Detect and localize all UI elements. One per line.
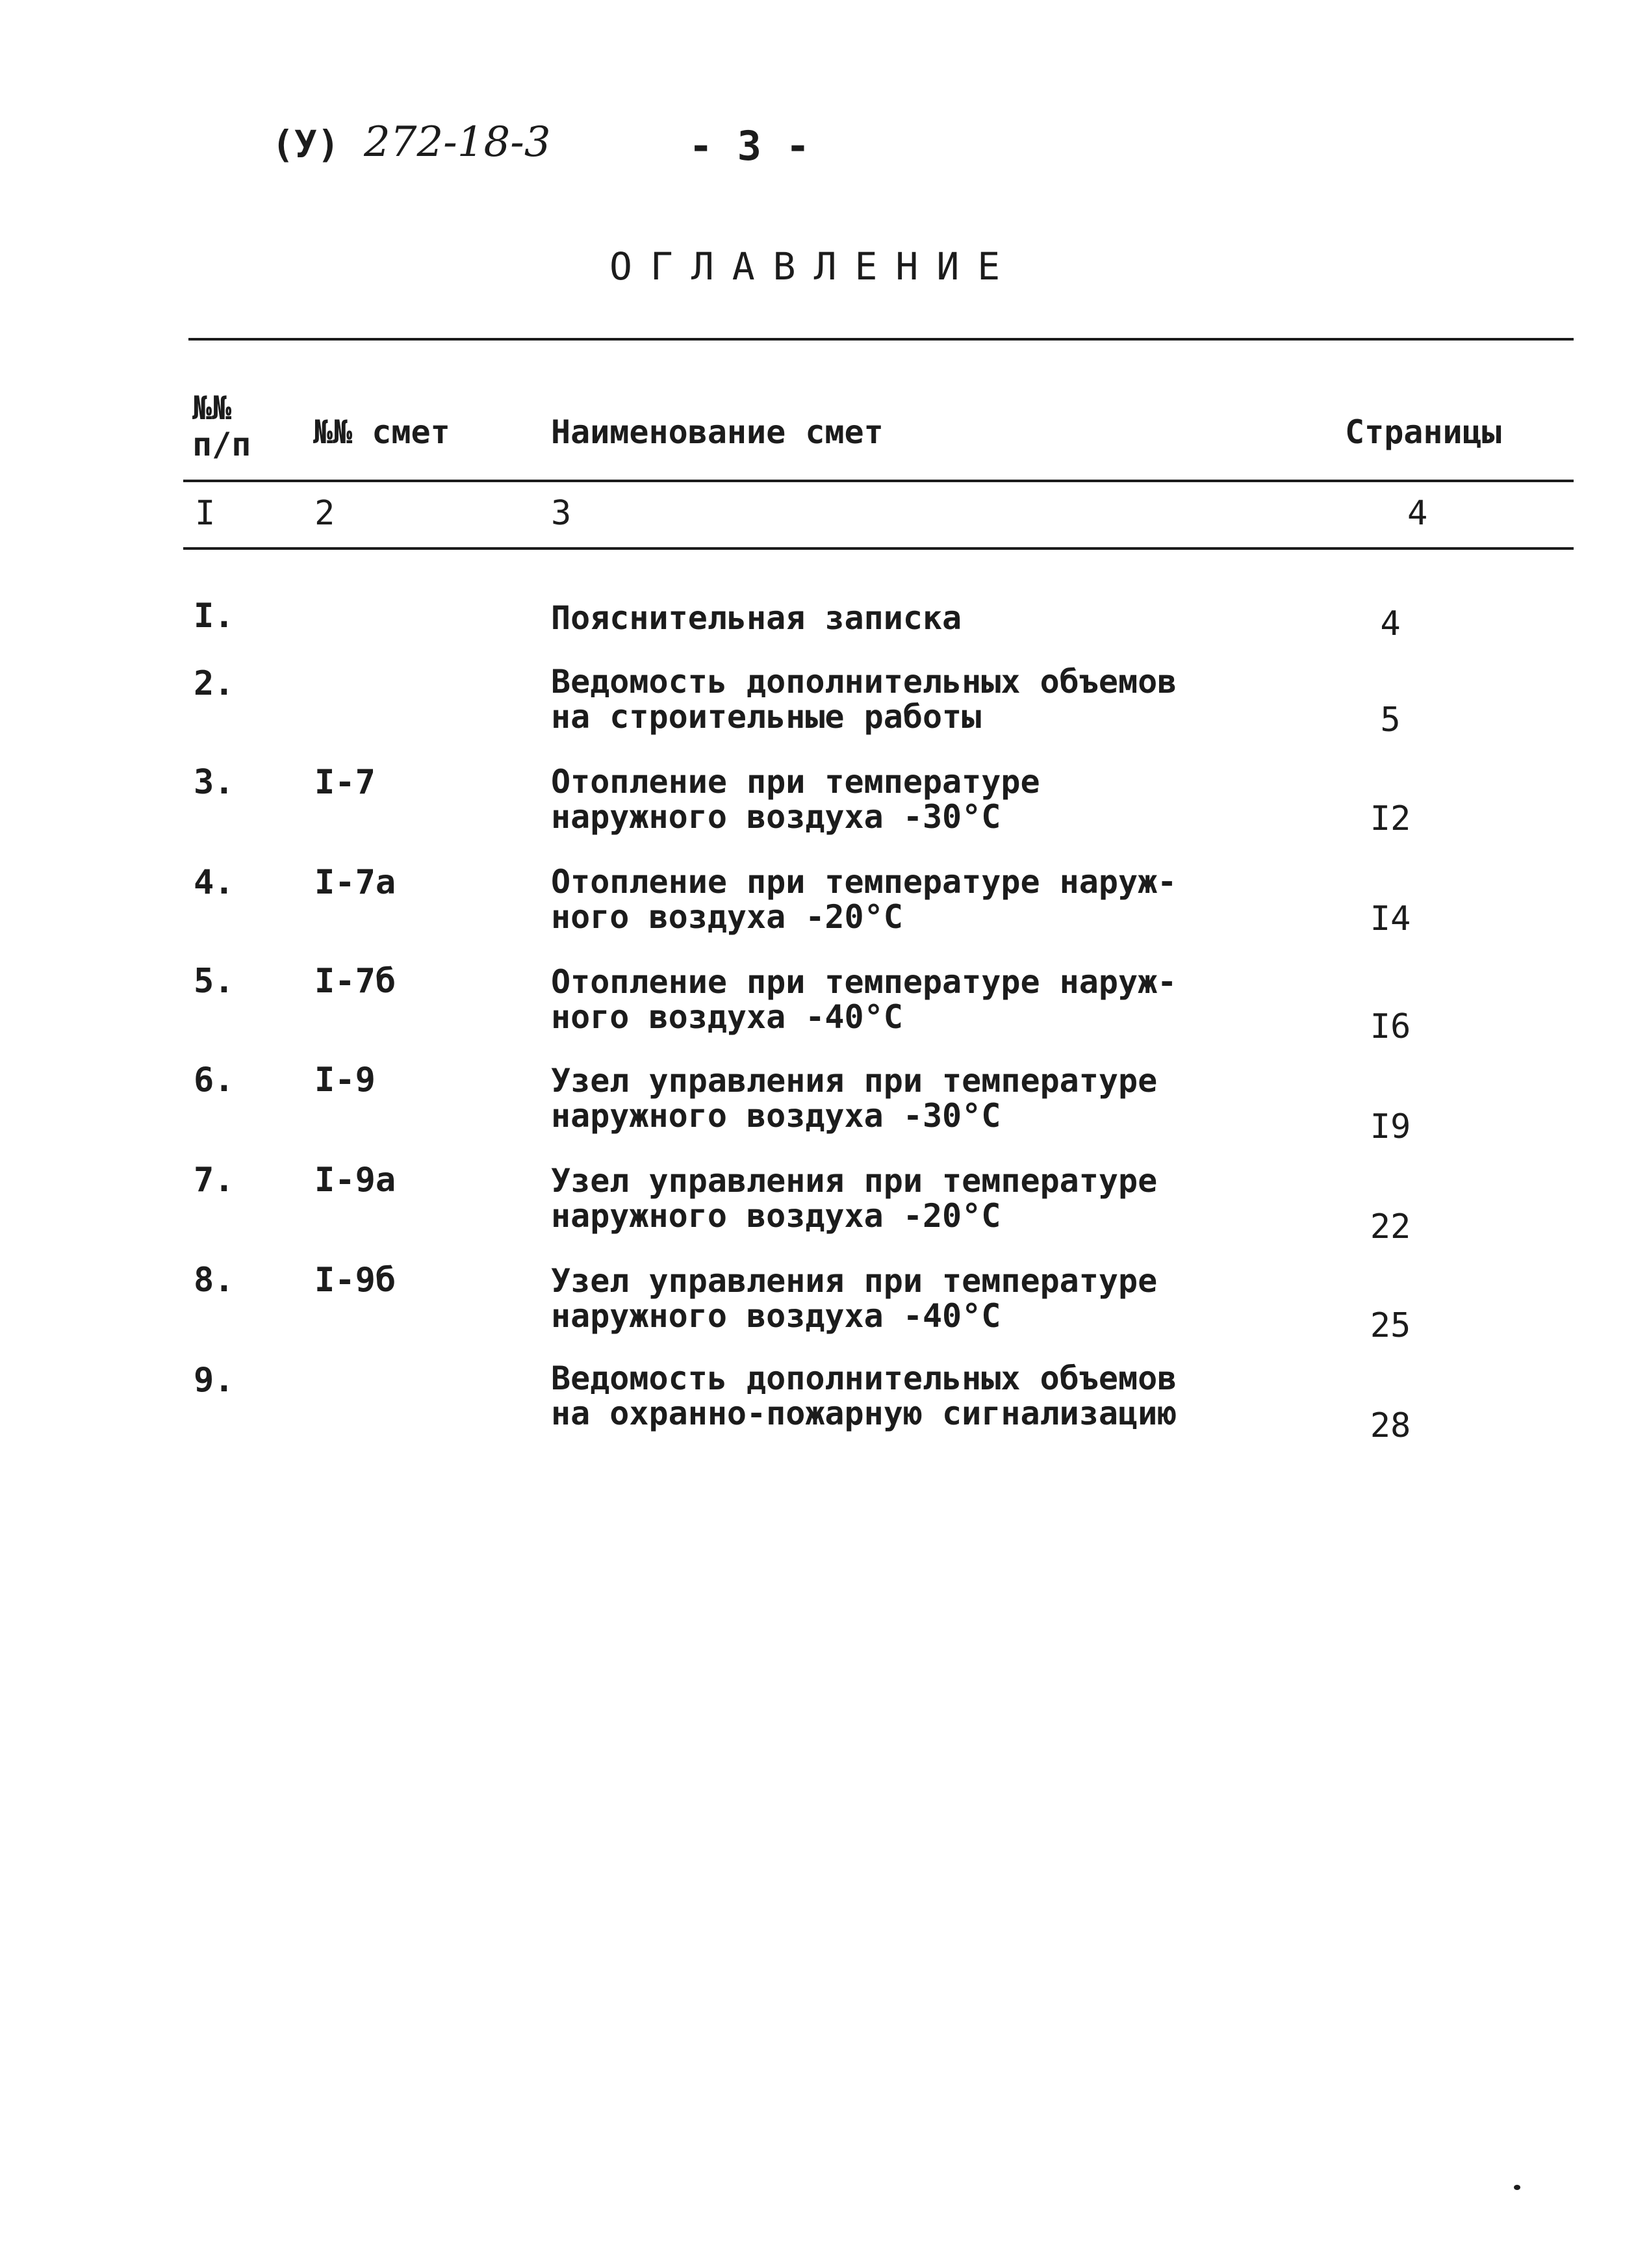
row-number: 6. (194, 1061, 235, 1100)
column-header-code: №№ смет (313, 413, 450, 451)
row-code: I-9а (314, 1161, 396, 1200)
scan-speck (1514, 2185, 1520, 2190)
document-code-prefix: (У) (272, 122, 340, 166)
column-number-4: 4 (1407, 494, 1428, 533)
row-name (551, 1163, 1157, 1233)
row-page: 25 (1370, 1306, 1411, 1345)
row-name (551, 600, 962, 636)
row-name (551, 1263, 1157, 1334)
column-number-1: I (195, 494, 216, 533)
column-header-name: Наименование смет (551, 413, 884, 451)
row-code: I-9б (314, 1261, 396, 1300)
row-name (551, 664, 1177, 734)
row-name-line: наружного воздуха -30°C (551, 1097, 1001, 1135)
row-page: I6 (1370, 1007, 1411, 1046)
row-name-line: на строительные работы (551, 698, 982, 736)
row-name (551, 1063, 1157, 1133)
row-name-line: Пояснительная записка (551, 599, 962, 637)
row-name (551, 864, 1177, 934)
row-number: 5. (194, 962, 235, 1001)
row-code: I-7а (314, 863, 396, 902)
row-name-line: Ведомость дополнительных объемов (551, 663, 1177, 701)
row-number: 3. (194, 763, 235, 802)
row-name-line: Отопление при температуре наруж- (551, 863, 1177, 901)
column-header-number-line1: №№ (192, 389, 232, 427)
row-name (551, 764, 1040, 834)
row-page: I9 (1370, 1107, 1411, 1146)
column-header-number-line2: п/п (192, 426, 251, 463)
row-number: I. (194, 597, 235, 636)
top-rule (188, 338, 1574, 341)
row-name-line: Отопление при температуре наруж- (551, 963, 1177, 1001)
row-number: 2. (194, 664, 235, 703)
row-name-line: Узел управления при температуре (551, 1162, 1158, 1200)
row-number: 9. (194, 1361, 235, 1400)
row-code: I-9 (314, 1061, 376, 1100)
row-name-line: наружного воздуха -20°C (551, 1197, 1001, 1235)
column-number-2: 2 (314, 494, 335, 533)
column-header-pages: Страницы (1345, 413, 1502, 451)
row-name-line: Отопление при температуре (551, 763, 1040, 801)
row-page: 28 (1370, 1406, 1411, 1445)
column-number-3: 3 (551, 494, 572, 533)
header-rule (183, 480, 1574, 482)
row-name (551, 1361, 1177, 1431)
row-name-line: ного воздуха -20°C (551, 898, 903, 936)
column-header-number (192, 390, 251, 463)
row-name-line: наружного воздуха -30°C (551, 798, 1001, 836)
row-page: I4 (1370, 899, 1411, 938)
row-code: I-7 (314, 763, 376, 802)
row-page: 5 (1380, 701, 1401, 740)
row-name-line: наружного воздуха -40°C (551, 1297, 1001, 1335)
page-number: - 3 - (689, 122, 810, 170)
row-page: I2 (1370, 799, 1411, 838)
row-page: 4 (1380, 604, 1401, 643)
row-name-line: Узел управления при температуре (551, 1062, 1158, 1100)
row-name-line: на охранно-пожарную сигнализацию (551, 1395, 1177, 1432)
row-code: I-7б (314, 962, 396, 1001)
row-name-line: Ведомость дополнительных объемов (551, 1360, 1177, 1397)
row-number: 8. (194, 1261, 235, 1300)
row-name-line: ного воздуха -40°C (551, 998, 903, 1036)
row-number: 7. (194, 1161, 235, 1200)
row-name-line: Узел управления при температуре (551, 1262, 1158, 1300)
row-page: 22 (1370, 1207, 1411, 1246)
page-title: ОГЛАВЛЕНИЕ (609, 244, 1019, 289)
row-name (551, 964, 1177, 1035)
document-code-handwritten: 272-18-3 (364, 118, 551, 166)
numbering-rule (183, 547, 1574, 550)
row-number: 4. (194, 863, 235, 902)
